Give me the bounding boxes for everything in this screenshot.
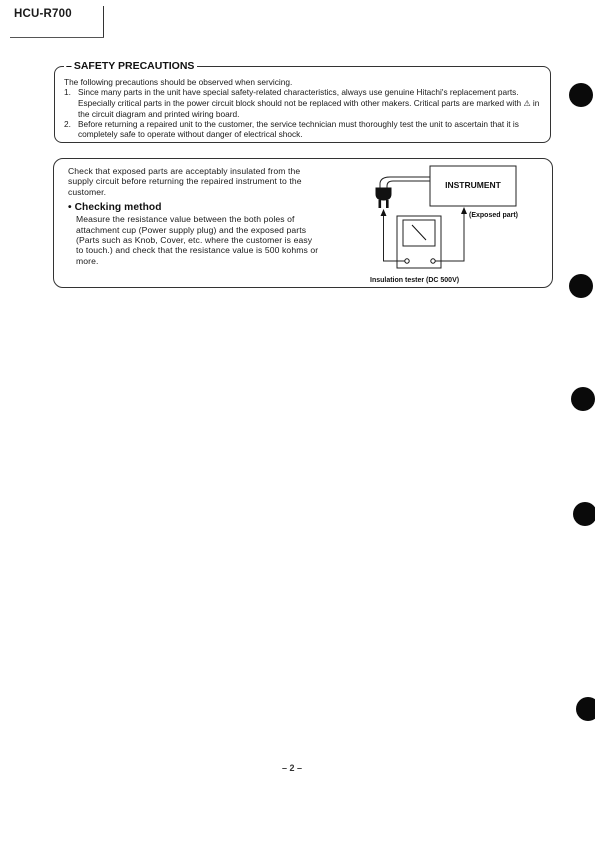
safety-item-1: [64, 87, 542, 119]
checking-method-text: Measure the resistance value between the both poles of attachment cup (Power supply plug) and the exposed parts (Parts such as Knob, Cover, etc. where the customer is easy to touch.) and check that the resistance value is 500 kohms or more.: [76, 214, 319, 266]
safety-item-text: Since many parts in the unit have special safety-related characteristics, always use genuine Hitachi's replacement parts. Especially critical parts in the power circuit block should not be replaced with other makers. Critical parts are marked with: [78, 87, 524, 108]
checking-method-heading: • Checking method: [68, 202, 162, 214]
arrow-up-icon: [381, 209, 387, 216]
instrument-label: INSTRUMENT: [445, 180, 501, 190]
safety-list: [64, 87, 542, 139]
safety-intro: The following precautions should be observed when servicing.: [64, 77, 293, 87]
tester-label: Insulation tester (DC 500V): [370, 277, 460, 284]
warning-triangle-icon: ⚠: [523, 98, 531, 108]
tester-terminal: [431, 259, 435, 263]
safety-precautions-body: [64, 77, 542, 140]
arrow-up-icon: [461, 207, 467, 214]
binder-hole: [571, 387, 595, 411]
binder-hole: [576, 697, 595, 721]
binder-hole: [569, 274, 593, 298]
safety-item-number: 2.: [64, 119, 71, 130]
check-intro: Check that exposed parts are acceptably insulated from the supply circuit before returning the repaired instrument to the customer.: [68, 166, 302, 197]
header-divider-horizontal: [10, 37, 104, 38]
safety-item-number: 1.: [64, 87, 71, 98]
power-plug-icon: [376, 188, 391, 200]
exposed-part-label: (Exposed part): [469, 212, 519, 219]
safety-item-2: [64, 119, 542, 140]
title-dash: –: [66, 60, 72, 72]
binder-hole: [569, 83, 593, 107]
binder-hole: [573, 502, 595, 526]
page-number: – 2 –: [282, 763, 303, 773]
safety-title-text: SAFETY PRECAUTIONS: [73, 60, 195, 72]
insulation-test-diagram: [360, 160, 550, 288]
header-divider-vertical: [103, 6, 104, 38]
safety-precautions-title: [64, 60, 197, 72]
model-number: HCU-R700: [14, 8, 72, 20]
safety-item-text-end: in the circuit diagram and printed wiring board.: [78, 97, 540, 119]
safety-item-text: Before returning a repaired unit to the customer, the service technician must thoroughly test the unit to ascertain that it is completely safe to operate without danger of electrical shock.: [78, 119, 519, 140]
tester-terminal: [405, 259, 409, 263]
insulation-check-text: [68, 166, 320, 266]
